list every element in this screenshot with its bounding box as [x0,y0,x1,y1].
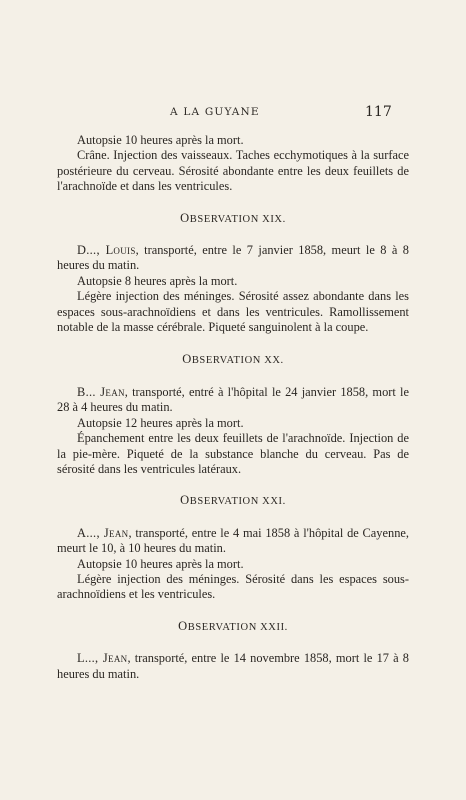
observation-heading [57,619,409,635]
observation-heading [57,352,409,368]
paragraph: Légère injection des méninges. Sérosité dans les espaces sous-arachnoïdiens et les ventricules. [57,571,409,602]
heading-rest: BSERVATION XX. [191,355,284,367]
running-head [0,106,466,124]
lead-text: , transporté, entre le 7 janvier 1858, meurt le 8 à 8 heures du matin. [57,243,409,273]
heading-rest: BSERVATION XIX. [189,213,286,225]
paragraph: Autopsie 10 heures après la mort. [77,556,244,571]
heading-initial: O [180,493,190,508]
paragraph: Autopsie 10 heures après la mort. [77,133,244,147]
observation-lead [57,651,409,682]
running-title: A LA GUYANE [170,106,260,118]
page-body [57,133,409,682]
observation-lead [57,243,409,274]
lead-text: , transporté, entre le 4 mai 1858 à l'hôpital de Cayenne, meurt le 10, à 10 heures du matin. [57,525,409,556]
heading-initial: O [180,210,190,225]
heading-initial: O [182,352,192,367]
observation-lead [57,526,409,557]
heading-rest: BSERVATION XXI. [189,496,286,508]
paragraph: Autopsie 12 heures après la mort. [77,415,244,430]
paragraph: Épanchement entre les deux feuillets de l'arachnoïde. Injection de la pie-mère. Piqueté de la substance blanche du cerveau. Pas de sérosité dans les ventricules latéraux. [57,431,409,476]
heading-rest: BSERVATION XXII. [187,621,288,633]
patient-name: L..., Jean [77,651,128,666]
heading-initial: O [178,618,188,633]
lead-text: , transporté, entré à l'hôpital le 24 janvier 1858, mort le 28 à 4 heures du matin. [57,384,409,415]
paragraph: Autopsie 8 heures après la mort. [77,273,238,288]
patient-name: D..., Louis [77,243,136,258]
patient-name: A..., Jean [77,525,129,540]
observation-heading [57,211,409,227]
observation-lead [57,385,409,416]
lead-text: , transporté, entre le 14 novembre 1858, mort le 17 à 8 heures du matin. [57,651,409,681]
paragraph: Légère injection des méninges. Sérosité assez abondante dans les espaces sous-arachnoïdiens et dans les ventricules. Ramollissement notable de la masse cérébrale. Piqueté sanguinolent à la coupe. [57,289,409,335]
page-number: 117 [365,104,392,120]
paragraph: Crâne. Injection des vaisseaux. Taches ecchymotiques à la surface postérieure du cerveau. Sérosité abondante entre les deux feuillets de l'arachnoïde et dans les ventricules. [57,148,409,194]
observation-heading [57,493,409,509]
patient-name: B... Jean [77,384,125,399]
